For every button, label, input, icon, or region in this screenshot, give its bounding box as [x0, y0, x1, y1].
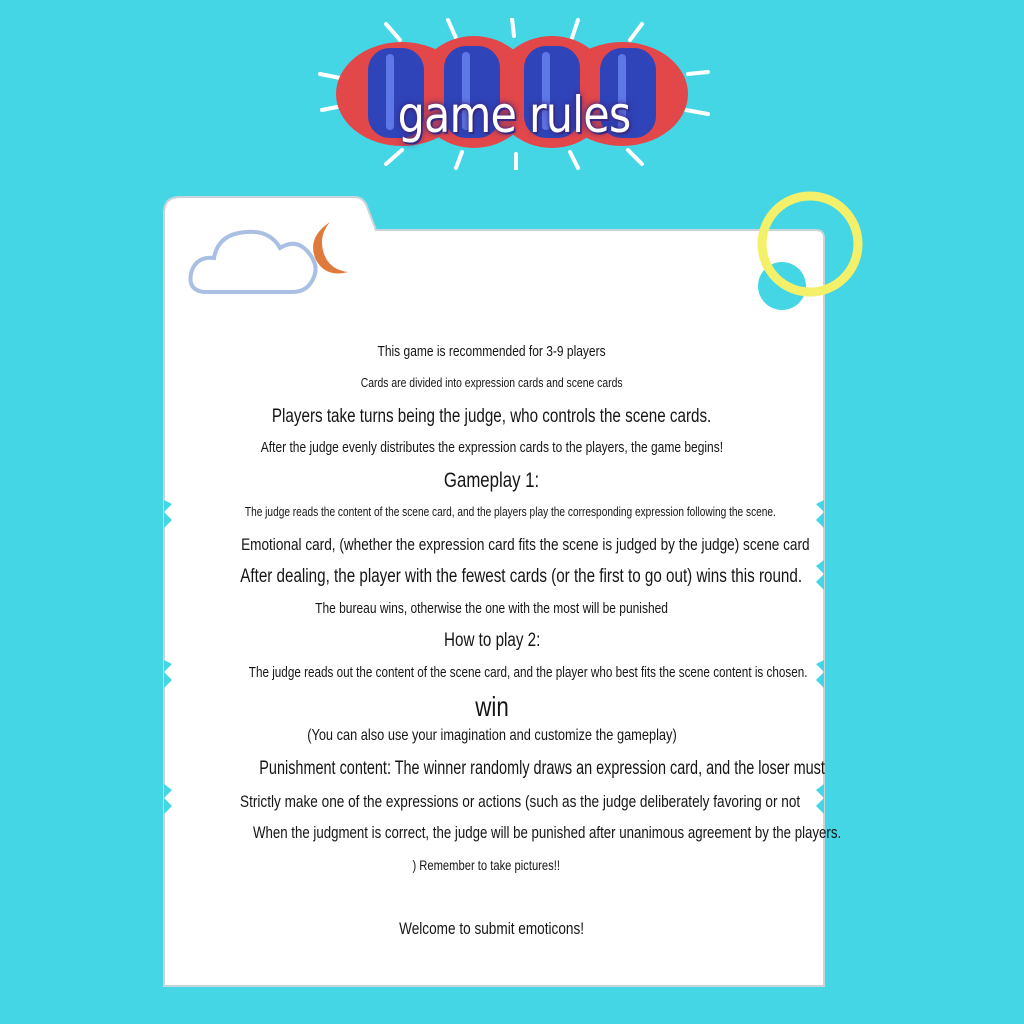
rule-line: (You can also use your imagination and customize the gameplay)	[307, 727, 677, 744]
section-heading: Gameplay 1:	[444, 469, 540, 492]
rule-line: After the judge evenly distributes the expression cards to the players, the game begins!	[260, 439, 724, 456]
rule-line: Cards are divided into expression cards and scene cards	[361, 375, 623, 390]
section-heading: How to play 2:	[443, 630, 541, 651]
footer-note: Welcome to submit emoticons!	[399, 919, 585, 938]
rule-line: After dealing, the player with the fewest cards (or the first to go out) wins this round.	[240, 566, 803, 587]
win-heading: win	[475, 691, 509, 722]
rule-line: ) Remember to take pictures!!	[412, 857, 560, 873]
rule-line: When the judgment is correct, the judge will be punished after unanimous agreement by the players.	[252, 823, 842, 842]
banner-title: game rules	[397, 86, 631, 144]
rule-line: The judge reads out the content of the scene card, and the player who best fits the scene content is chosen.	[248, 664, 808, 681]
rule-line: Punishment content: The winner randomly draws an expression card, and the loser must	[259, 758, 825, 779]
rule-line: The bureau wins, otherwise the one with the most will be punished	[315, 600, 669, 617]
rule-line: The judge reads the content of the scene card, and the players play the corresponding expression following the scene.	[244, 504, 776, 519]
rule-line: Strictly make one of the expressions or actions (such as the judge deliberately favoring or not	[240, 792, 801, 811]
rule-line: Players take turns being the judge, who controls the scene cards.	[272, 406, 712, 427]
rule-line: Emotional card, (whether the expression card fits the scene is judged by the judge) scene card	[241, 535, 810, 554]
rule-line: This game is recommended for 3-9 players	[377, 343, 607, 360]
